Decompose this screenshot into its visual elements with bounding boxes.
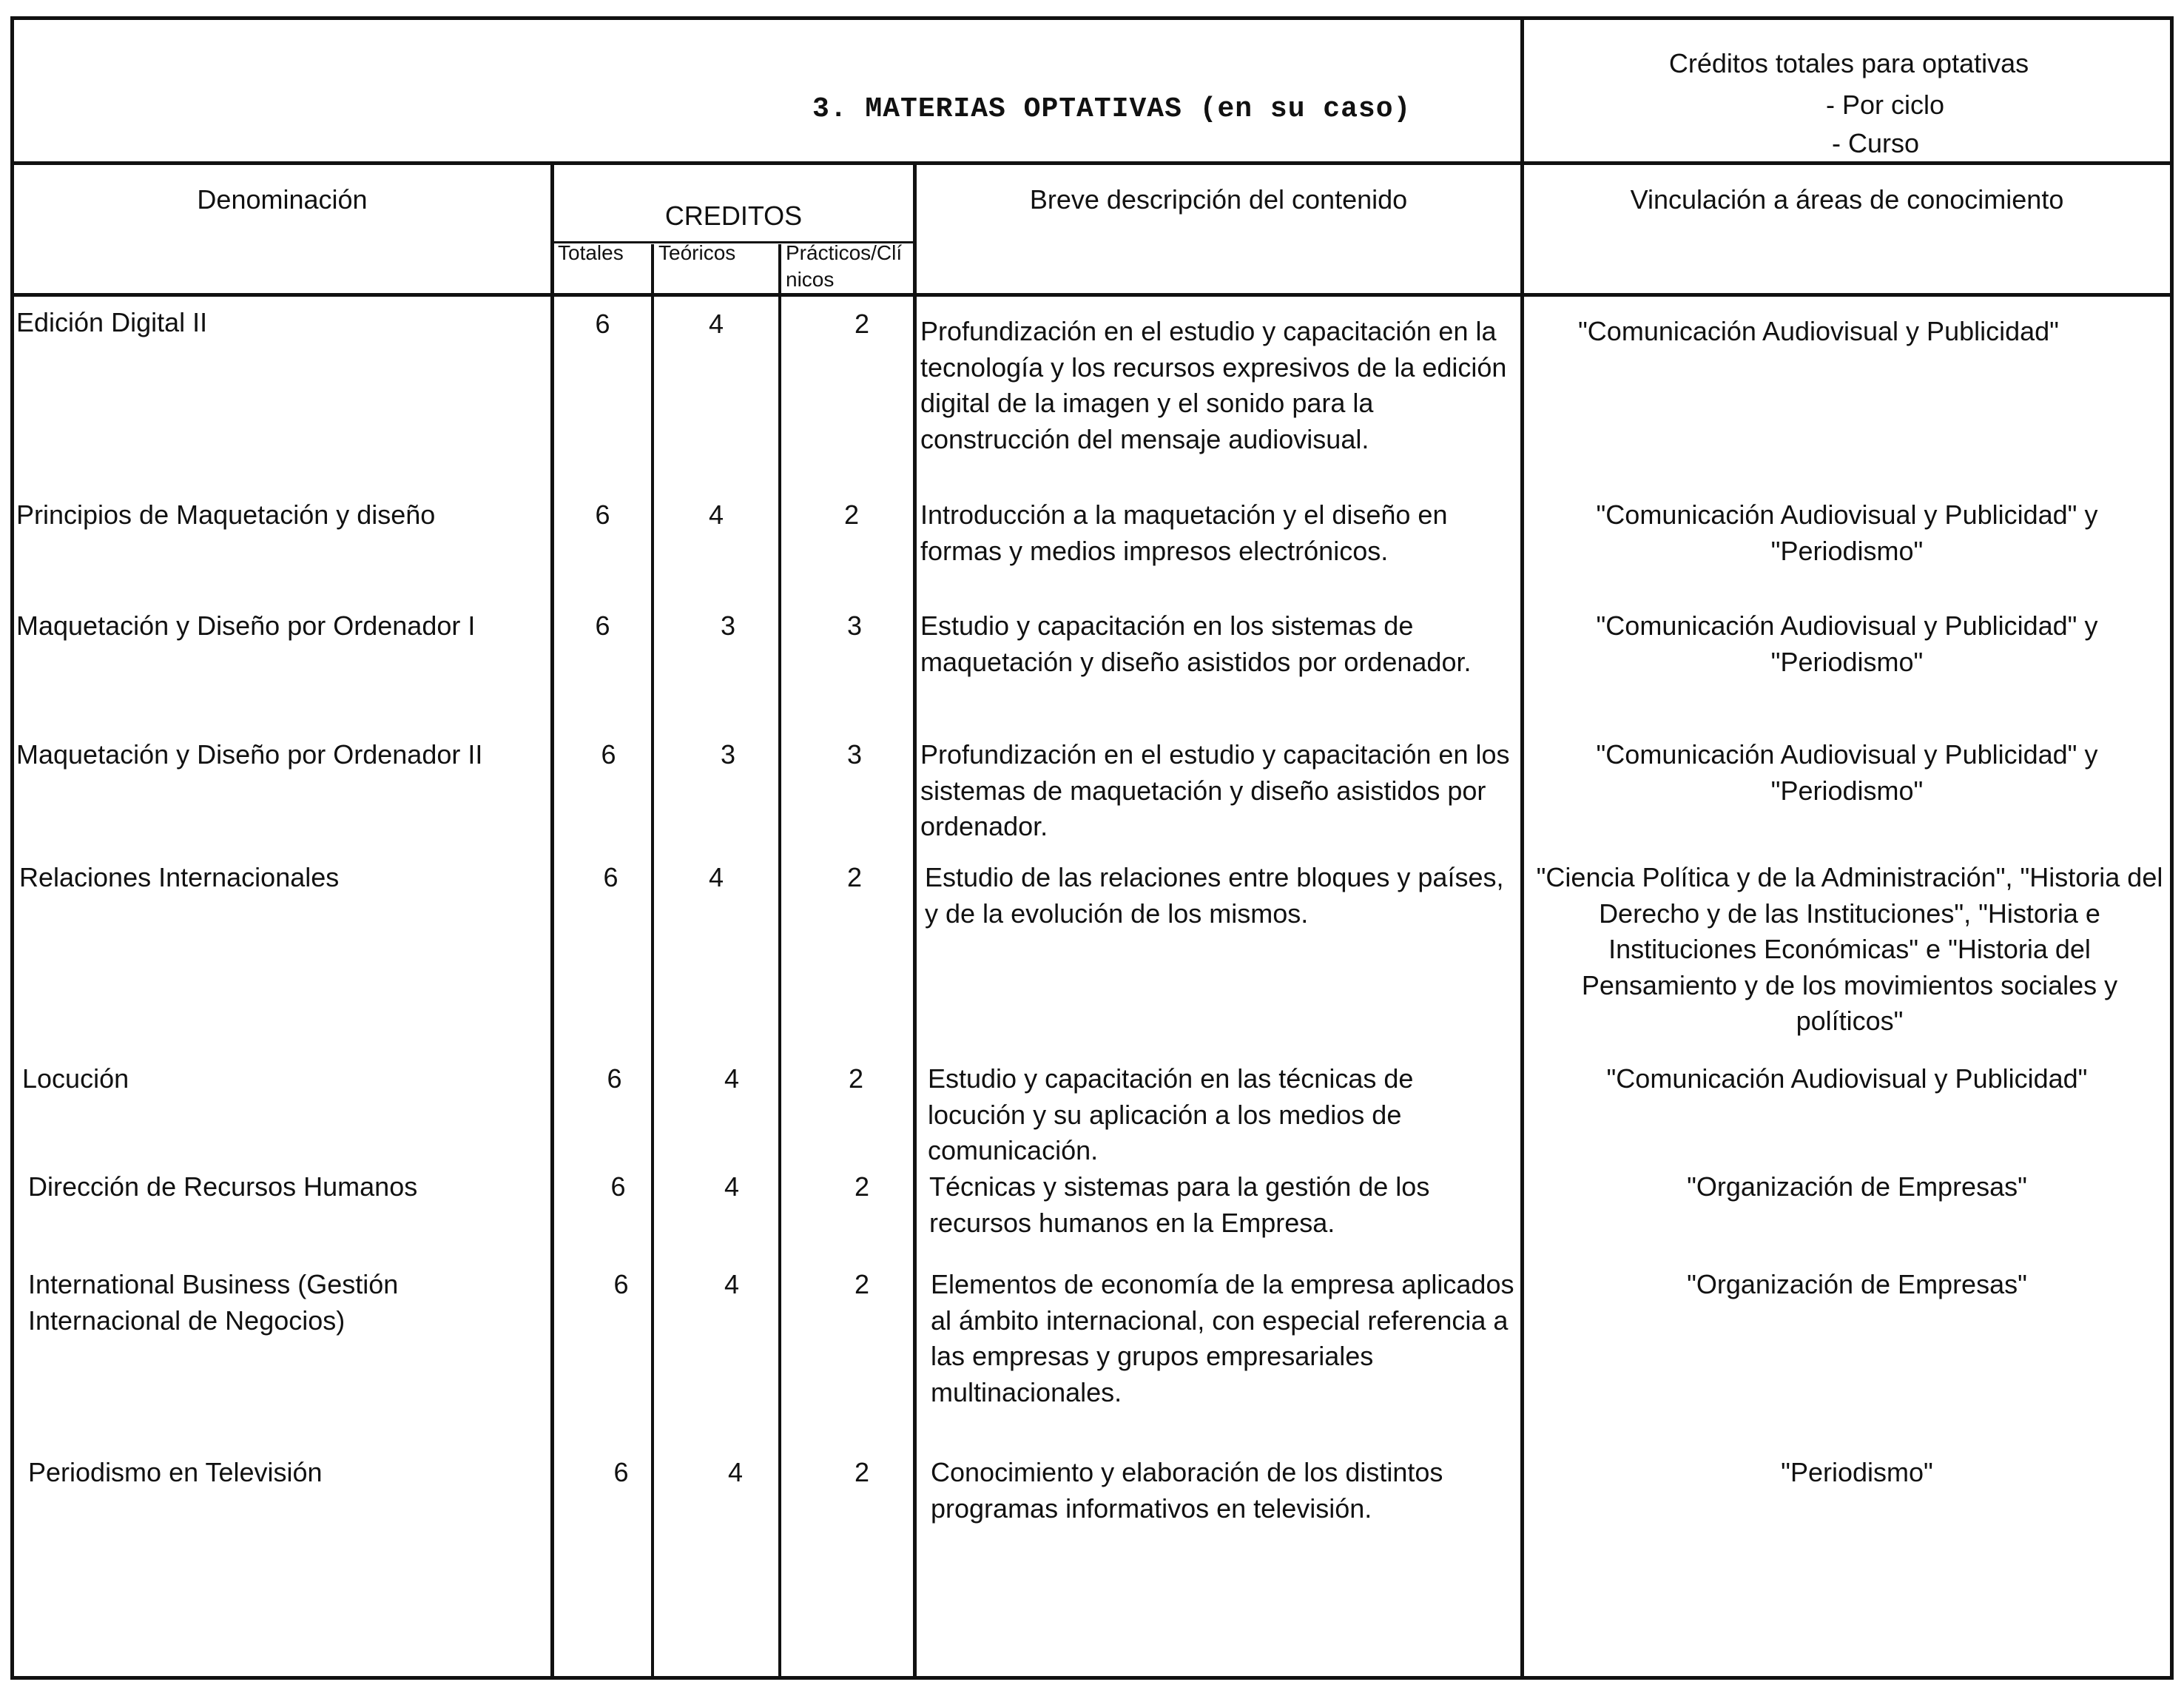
- row-name: Relaciones Internacionales: [19, 862, 340, 892]
- row-practicos: 2: [854, 1171, 870, 1202]
- row-teoricos: 4: [708, 309, 724, 339]
- row-vinculacion: "Ciencia Política y de la Administración", "Historia del Derecho y de las Instituciones", "Historia e Instituciones Económicas" e "Historia del Pensamiento y de los movimientos sociales y políticos": [1536, 862, 2163, 1036]
- credits-per-cycle: - Por ciclo: [1826, 90, 1945, 120]
- row-practicos: 2: [854, 1269, 870, 1299]
- row-totales: 6: [595, 309, 610, 339]
- row-teoricos: 4: [724, 1063, 740, 1094]
- header-divider: [10, 161, 2174, 165]
- row-name: Locución: [22, 1063, 129, 1094]
- table-border-left: [10, 16, 14, 1680]
- row-name: Principios de Maquetación y diseño: [16, 499, 436, 530]
- row-descripcion: Introducción a la maquetación y el diseño en formas y medios impresos electrónicos.: [920, 499, 1448, 566]
- row-teoricos: 4: [724, 1269, 740, 1299]
- row-vinculacion: "Comunicación Audiovisual y Publicidad" y "Periodismo": [1596, 739, 2098, 806]
- row-practicos: 2: [854, 309, 870, 339]
- row-totales: 6: [603, 862, 619, 892]
- col-header-practicos: Prácticos/Clínicos: [786, 241, 903, 291]
- col-header-descripcion: Breve descripción del contenido: [1029, 184, 1408, 215]
- row-descripcion: Profundización en el estudio y capacitación en los sistemas de maquetación y diseño asistidos por ordenador.: [920, 739, 1510, 841]
- row-name: Edición Digital II: [16, 307, 208, 337]
- row-descripcion: Estudio y capacitación en las técnicas de locución y su aplicación a los medios de comunicación.: [928, 1063, 1414, 1165]
- row-descripcion: Profundización en el estudio y capacitación en la tecnología y los recursos expresivos de la edición digital de la imagen y el sonido para la construcción del mensaje audiovisual.: [920, 316, 1507, 454]
- row-name: Maquetación y Diseño por Ordenador II: [16, 739, 483, 770]
- row-vinculacion: "Comunicación Audiovisual y Publicidad" y "Periodismo": [1596, 610, 2098, 677]
- row-descripcion: Conocimiento y elaboración de los distintos programas informativos en televisión.: [931, 1457, 1443, 1524]
- col-header-totales: Totales: [558, 241, 624, 264]
- column-header-divider: [10, 293, 2174, 297]
- row-vinculacion: "Comunicación Audiovisual y Publicidad" y "Periodismo": [1596, 499, 2098, 566]
- row-teoricos: 4: [724, 1171, 740, 1202]
- row-practicos: 2: [854, 1457, 870, 1487]
- row-teoricos: 4: [708, 499, 724, 530]
- col-header-vinculacion: Vinculación a áreas de conocimiento: [1630, 184, 2064, 215]
- table-border-right: [2170, 16, 2174, 1680]
- row-totales: 6: [595, 499, 610, 530]
- section-title: 3. MATERIAS OPTATIVAS (en su caso): [812, 93, 1412, 125]
- row-descripcion: Elementos de economía de la empresa aplicados al ámbito internacional, con especial referencia a las empresas y grupos empresariales multinacionales.: [931, 1269, 1514, 1407]
- table-border-bottom: [10, 1676, 2174, 1680]
- row-vinculacion: "Organización de Empresas": [1687, 1269, 2027, 1299]
- col-header-teoricos: Teóricos: [658, 241, 736, 264]
- row-teoricos: 4: [708, 862, 724, 892]
- row-vinculacion: "Periodismo": [1781, 1457, 1933, 1487]
- row-name: Periodismo en Televisión: [28, 1457, 323, 1487]
- row-descripcion: Estudio de las relaciones entre bloques y países, y de la evolución de los mismos.: [925, 862, 1504, 929]
- row-descripcion: Estudio y capacitación en los sistemas de maquetación y diseño asistidos por ordenador.: [920, 610, 1472, 677]
- row-practicos: 2: [843, 499, 860, 530]
- row-practicos: 3: [846, 739, 863, 770]
- row-totales: 6: [610, 1171, 626, 1202]
- row-vinculacion: "Organización de Empresas": [1687, 1171, 2027, 1202]
- row-descripcion: Técnicas y sistemas para la gestión de los recursos humanos en la Empresa.: [929, 1171, 1430, 1238]
- row-name: Dirección de Recursos Humanos: [28, 1171, 418, 1202]
- row-teoricos: 3: [720, 610, 736, 641]
- row-practicos: 2: [846, 862, 863, 892]
- col-divider-practicos: [913, 161, 917, 1680]
- row-totales: 6: [613, 1457, 629, 1487]
- row-vinculacion: "Comunicación Audiovisual y Publicidad": [1606, 1063, 2088, 1094]
- col-divider-denominacion: [550, 161, 554, 1680]
- row-teoricos: 4: [727, 1457, 744, 1487]
- credits-per-course: - Curso: [1832, 128, 1920, 158]
- row-name: Maquetación y Diseño por Ordenador I: [16, 610, 476, 641]
- row-teoricos: 3: [720, 739, 736, 770]
- row-totales: 6: [601, 739, 616, 770]
- row-practicos: 2: [848, 1063, 864, 1094]
- row-practicos: 3: [846, 610, 863, 641]
- row-vinculacion: "Comunicación Audiovisual y Publicidad": [1578, 316, 2059, 346]
- credits-totals-title: Créditos totales para optativas: [1668, 48, 2029, 78]
- col-header-creditos: CREDITOS: [664, 201, 803, 231]
- row-totales: 6: [613, 1269, 629, 1299]
- row-totales: 6: [595, 610, 610, 641]
- row-name: International Business (Gestión Internacional de Negocios): [28, 1269, 399, 1336]
- title-right-divider: [1520, 16, 1524, 1680]
- table-border-top: [10, 16, 2174, 20]
- row-totales: 6: [607, 1063, 622, 1094]
- col-header-denominacion: Denominación: [197, 184, 368, 215]
